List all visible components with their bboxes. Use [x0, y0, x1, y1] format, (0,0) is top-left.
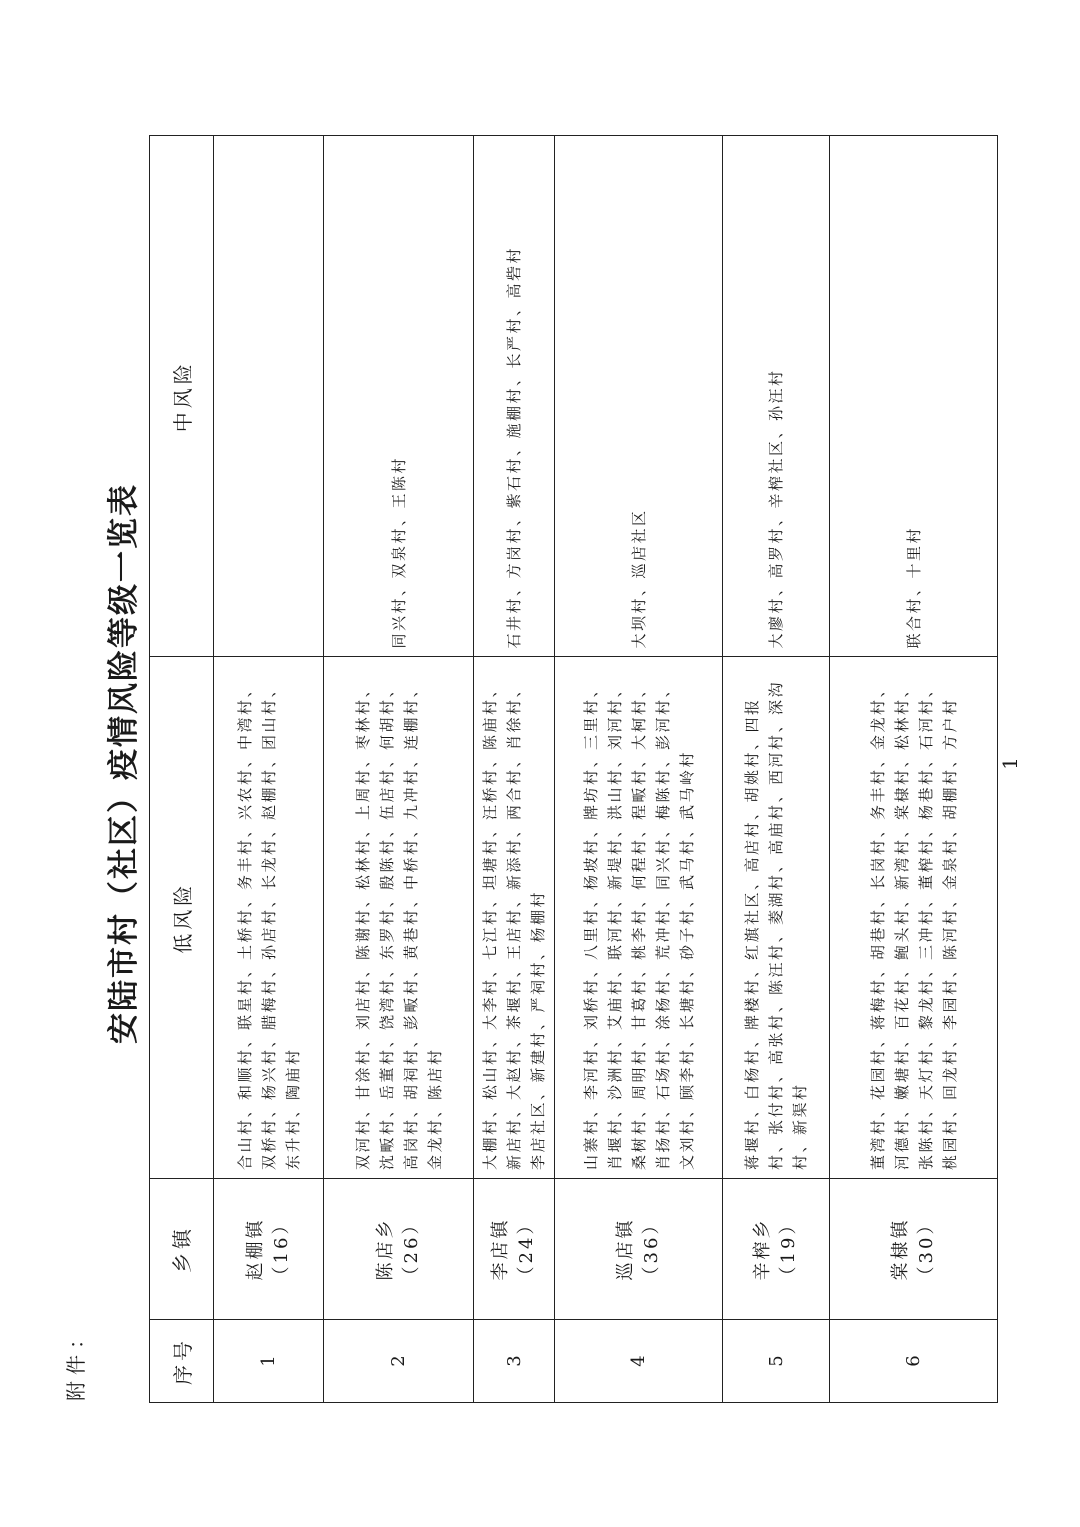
row-no: 3 [474, 1320, 555, 1403]
low-risk-list: 双河村、甘涂村、刘店村、陈谢村、松林村、上周村、枣林村、沈畈村、岳董村、饶湾村、东罗村、殷陈村、伍店村、何胡村、高岗村、胡祠村、彭畈村、黄巷村、中桥村、九冲村、连棚村、金龙村、陈店村 [324, 657, 474, 1179]
low-risk-list: 大棚村、松山村、大李村、七江村、坦塘村、汪桥村、陈庙村、新店村、大赵村、茶堰村、王店村、新添村、两合村、肖徐村、李店社区、新建村、严祠村、杨棚村 [474, 657, 555, 1179]
mid-risk-list: 大坝村、巡店社区 [555, 136, 723, 658]
mid-risk-list: 大廖村、高罗村、辛榨社区、孙汪村 [723, 136, 830, 658]
town-cell [214, 1179, 324, 1320]
town-name: 赵棚镇 [244, 1217, 266, 1281]
page-title: 安陆市村（社区）疫情风险等级一览表 [106, 483, 142, 1044]
town-cell [555, 1179, 723, 1320]
low-risk-list: 董湾村、花园村、蒋梅村、胡巷村、长岗村、务丰村、金龙村、河德村、嫩塘村、百花村、鲍头村、新湾村、棠棣村、松林村、张陈村、天灯村、黎龙村、三冲村、董榨村、杨巷村、石河村、桃园村、回龙村、李园村、陈河村、金泉村、胡棚村、方户村 [830, 657, 998, 1179]
table-row [723, 136, 830, 1403]
table-row [324, 136, 474, 1403]
town-name: 辛榨乡 [752, 1217, 773, 1281]
town-count: （30） [915, 1213, 937, 1285]
mid-risk-list: 联合村、十里村 [830, 136, 998, 658]
town-cell [723, 1179, 830, 1320]
mid-risk-list: 石井村、方岗村、紫石村、施棚村、长严村、高砦村 [474, 136, 555, 658]
low-risk-list: 山寨村、李河村、刘桥村、八里村、杨坡村、牌坊村、三里村、肖堰村、沙洲村、艾庙村、联河村、新堤村、洪山村、刘河村、桑树村、周明村、甘葛村、桃李村、何程村、程畈村、大柯村、肖扬村、石场村、涂杨村、荒冲村、同兴村、梅陈村、彭河村、文刘村、顾李村、长塘村、砂子村、武马村、武马岭村 [555, 657, 723, 1179]
table-header-row [150, 136, 214, 1403]
town-name: 巡店镇 [614, 1217, 636, 1281]
row-no: 2 [324, 1320, 474, 1403]
risk-level-table [149, 135, 998, 1403]
table-row [214, 136, 324, 1403]
header-no: 序号 [150, 1320, 214, 1403]
low-risk-list: 蒋堰村、白杨村、牌楼村、红旗社区、高店村、胡姚村、四报村、张付村、高张村、陈汪村、菱湖村、高庙村、西河村、深沟村、新渠村 [723, 657, 830, 1179]
row-no: 1 [214, 1320, 324, 1403]
town-name: 棠棣镇 [889, 1217, 911, 1281]
low-risk-list: 合山村、和顺村、联星村、土桥村、务丰村、兴农村、中湾村、双桥村、杨兴村、腊梅村、孙店村、长龙村、赵棚村、团山村、东升村、陶庙村 [214, 657, 324, 1179]
attachment-label: 附件： [64, 1323, 88, 1401]
header-town: 乡镇 [150, 1179, 214, 1320]
town-cell [474, 1179, 555, 1320]
mid-risk-list [214, 136, 324, 658]
town-count: （36） [640, 1213, 662, 1285]
town-name: 陈店乡 [374, 1217, 396, 1281]
town-name: 李店镇 [490, 1217, 511, 1281]
table-row [830, 136, 998, 1403]
header-low-risk: 低风险 [150, 657, 214, 1179]
header-mid-risk: 中风险 [150, 136, 214, 658]
town-count: （26） [400, 1213, 422, 1285]
town-count: （19） [778, 1213, 799, 1285]
town-count: （24） [516, 1213, 537, 1285]
row-no: 4 [555, 1320, 723, 1403]
table-row [555, 136, 723, 1403]
row-no: 6 [830, 1320, 998, 1403]
table-row [474, 136, 555, 1403]
mid-risk-list: 同兴村、双泉村、王陈村 [324, 136, 474, 658]
page-number: 1 [998, 757, 1022, 770]
row-no: 5 [723, 1320, 830, 1403]
town-cell [324, 1179, 474, 1320]
town-count: （16） [270, 1213, 292, 1285]
town-cell [830, 1179, 998, 1320]
